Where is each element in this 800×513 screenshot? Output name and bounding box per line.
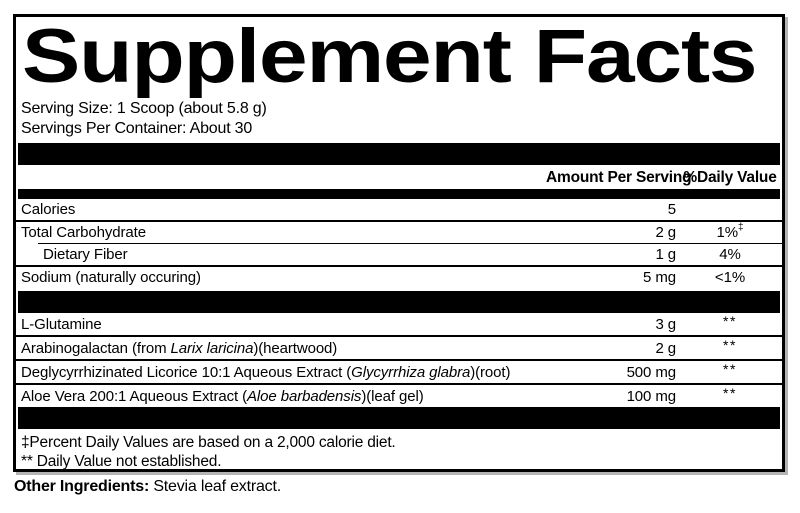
amount-value: 5 <box>667 201 676 218</box>
nutrient-rows <box>16 199 782 288</box>
table-row <box>16 244 782 265</box>
table-row <box>16 199 782 220</box>
ingredient-name: Arabinogalactan (from Larix laricina)(heartwood) <box>21 339 338 357</box>
amount-value: 100 mg <box>626 387 676 405</box>
amount-value: 5 mg <box>643 269 676 286</box>
nutrient-name: Sodium (naturally occuring) <box>21 269 201 286</box>
ingredient-name: L-Glutamine <box>21 315 102 333</box>
section-divider-bar <box>18 143 780 165</box>
nutrient-name: Dietary Fiber <box>43 246 128 263</box>
table-row <box>16 222 782 243</box>
ingredient-rows <box>16 313 782 407</box>
header-divider-bar <box>18 189 780 199</box>
panel-title-wrap <box>16 14 782 99</box>
footnote-not-established: ** Daily Value not established. <box>21 452 222 470</box>
amount-header: Amount Per Serving <box>546 169 692 186</box>
section-divider-bar <box>18 407 780 429</box>
amount-value: 1 g <box>655 246 676 263</box>
amount-value: 2 g <box>655 339 676 357</box>
daily-value: <1% <box>714 269 746 286</box>
ingredient-name: Deglycyrrhizinated Licorice 10:1 Aqueous Extract (Glycyrrhiza glabra)(root) <box>21 363 511 381</box>
serving-info <box>16 99 782 138</box>
panel-title: Supplement Facts <box>22 14 757 99</box>
daily-value: 4% <box>719 246 741 263</box>
table-row <box>16 385 782 407</box>
daily-value-header: %Daily Value <box>683 169 777 186</box>
table-row <box>16 267 782 288</box>
daily-value: 1%‡ <box>716 222 744 241</box>
section-divider-bar <box>18 291 780 313</box>
daily-value: ** <box>723 312 737 329</box>
nutrient-name: Calories <box>21 201 76 218</box>
nutrient-name: Total Carbohydrate <box>21 224 146 241</box>
daily-value: ** <box>723 360 737 377</box>
table-row <box>16 361 782 383</box>
amount-value: 500 mg <box>626 363 676 381</box>
other-ingredients-text: Stevia leaf extract. <box>149 478 281 495</box>
other-ingredients-label: Other Ingredients: <box>14 478 150 495</box>
other-ingredients <box>14 478 281 496</box>
table-header-row <box>16 165 782 189</box>
serving-size-line: Serving Size: 1 Scoop (about 5.8 g) <box>21 100 267 117</box>
amount-value: 3 g <box>655 315 676 333</box>
amount-value: 2 g <box>655 224 676 241</box>
supplement-facts-panel <box>13 14 785 472</box>
footnotes <box>16 429 782 471</box>
table-row <box>16 337 782 359</box>
table-row <box>16 313 782 335</box>
ingredient-name: Aloe Vera 200:1 Aqueous Extract (Aloe barbadensis)(leaf gel) <box>21 387 424 405</box>
footnote-daily-value: ‡Percent Daily Values are based on a 2,000 calorie diet. <box>21 434 396 451</box>
daily-value: ** <box>723 336 737 353</box>
daily-value: ** <box>723 384 737 401</box>
servings-per-container-line: Servings Per Container: About 30 <box>21 119 253 137</box>
